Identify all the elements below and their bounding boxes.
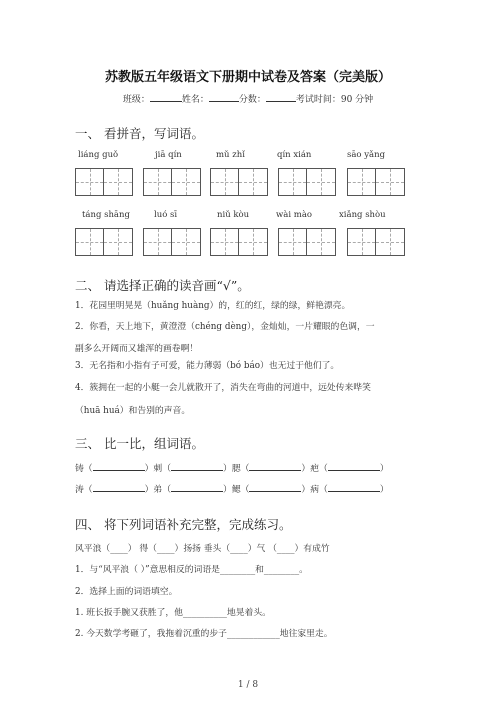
pinyin-10: xiǎng shòu	[339, 210, 386, 220]
question-line: 1．与“风平浪（ ）”意思相反的词语是________和________。	[75, 565, 308, 575]
pinyin-6: táng shāng	[82, 210, 130, 220]
writing-grid[interactable]	[75, 168, 133, 196]
answer-blank[interactable]	[171, 461, 223, 471]
question-line: 2. 今天数学考砸了，我拖着沉重的步子____________地往家里走。	[75, 629, 333, 639]
writing-grid[interactable]	[347, 168, 405, 196]
question-line: 1. 班长扳手腕又获胜了，他__________地晃着头。	[75, 608, 271, 618]
class-label: 班级：	[122, 95, 150, 105]
writing-grid[interactable]	[210, 228, 268, 256]
char-label: ）	[379, 485, 389, 495]
score-label: 分数：	[238, 95, 266, 105]
exam-info-line	[0, 92, 496, 105]
writing-grid[interactable]	[210, 168, 268, 196]
question-line: 3．无名指和小指有子可爱，能力薄弱（bó báo）也无过于他们了。	[75, 361, 340, 371]
score-blank[interactable]	[266, 92, 296, 102]
time-label: 考试时间：90 分钟	[295, 95, 374, 105]
answer-blank[interactable]	[249, 461, 301, 471]
page-title: 苏教版五年级语文下册期中试卷及答案（完美版）	[104, 70, 391, 85]
char-label: ）刺（	[144, 464, 172, 474]
answer-blank[interactable]	[328, 461, 380, 471]
pinyin-2: jiā qín	[155, 150, 182, 160]
char-label: ）病（	[301, 485, 328, 495]
char-label: ）	[379, 464, 389, 474]
compare-row-2	[75, 482, 389, 495]
char-label: 铸（	[75, 464, 93, 474]
char-label: ）鳃（	[223, 485, 250, 495]
pinyin-4: qín xián	[277, 150, 312, 160]
name-label: 姓名：	[181, 95, 209, 105]
answer-blank[interactable]	[93, 482, 145, 492]
class-blank[interactable]	[150, 92, 182, 102]
page-number: 1 / 8	[237, 680, 259, 690]
answer-blank[interactable]	[171, 482, 223, 492]
compare-row-1	[75, 461, 389, 474]
name-blank[interactable]	[209, 92, 239, 102]
writing-grid[interactable]	[278, 228, 336, 256]
writing-grid[interactable]	[143, 168, 201, 196]
pinyin-1: liáng guǒ	[78, 150, 119, 160]
char-label: 涛（	[75, 485, 93, 495]
pinyin-8: niǔ kòu	[217, 210, 250, 220]
section-4-heading: 四、 将下列词语补充完整，完成练习。	[75, 517, 292, 532]
char-label: ）弟（	[144, 485, 172, 495]
char-label: ）腮（	[223, 464, 250, 474]
question-line: 副多么开阔而又雄浑的画卷啊！	[75, 344, 199, 354]
section-1-heading: 一、 看拼音，写词语。	[75, 126, 204, 141]
question-line: 1．花园里明晃晃（huǎng huàng）的，红的红，绿的绿，鲜艳漂亮。	[75, 301, 351, 311]
pinyin-3: mǔ zhǐ	[216, 150, 245, 160]
pinyin-7: luó sī	[154, 210, 178, 220]
question-line: 2．选择上面的词语填空。	[75, 587, 178, 597]
char-label: ）疤（	[301, 464, 328, 474]
idiom-fill-row[interactable]: 风平浪（____） 得（____）扬扬 垂头（____）气 （____）有成竹	[75, 544, 330, 554]
question-line: 2．你看，天上地下，黄澄澄（chéng dèng），金灿灿，一片耀眼的色调，一	[75, 322, 375, 332]
pinyin-5: sāo yǎng	[347, 150, 386, 160]
answer-blank[interactable]	[249, 482, 301, 492]
writing-grid[interactable]	[75, 228, 133, 256]
question-line: 4．簇拥在一起的小艇一会儿就散开了，消失在弯曲的河道中，远处传来哗笑	[75, 383, 371, 393]
answer-blank[interactable]	[93, 461, 145, 471]
answer-blank[interactable]	[328, 482, 380, 492]
section-2-heading: 二、 请选择正确的读音画“√”。	[75, 278, 250, 293]
section-3-heading: 三、 比一比，组词语。	[75, 436, 204, 451]
question-line: （huā huá）和告别的声音。	[75, 406, 191, 416]
writing-grid[interactable]	[143, 228, 201, 256]
writing-grid[interactable]	[347, 228, 405, 256]
pinyin-9: wài mào	[276, 210, 313, 220]
writing-grid[interactable]	[278, 168, 336, 196]
